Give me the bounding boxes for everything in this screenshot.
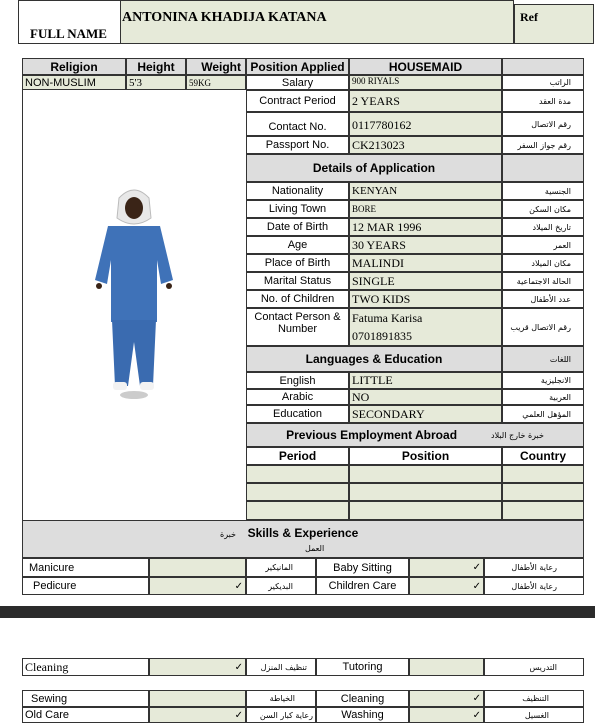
age-value: 30 YEARS [349,236,502,254]
previous-row-position [349,483,502,501]
children-arabic: عدد الأطفال [502,290,584,308]
salary-arabic: الراتب [502,75,584,90]
marital-status-value: SINGLE [349,272,502,290]
previous-employment-header [246,423,584,447]
previous-row-position [349,501,502,520]
skill-baby-sitting-arabic: رعاية الأطفال [484,558,584,577]
skills-arabic-left: خبرة [220,530,236,539]
position-extra [502,58,584,75]
contact-no-label: Contact No. [246,112,349,136]
place-of-birth-arabic: مكان الميلاد [502,254,584,272]
living-town-arabic: مكان السكن [502,200,584,218]
skill-pedicure-check[interactable]: ✓ [149,577,246,595]
full-name-value: ANTONINA KHADIJA KATANA [122,10,327,25]
contact-no-arabic: رقم الاتصال [502,112,584,136]
date-of-birth-label: Date of Birth [246,218,349,236]
education-label: Education [246,405,349,423]
contact-person-name: Fatuma Karisa [352,310,423,325]
ref-label: Ref [520,10,538,24]
skill-sewing-label: Sewing [22,690,149,707]
arabic-value: NO [349,389,502,405]
skill-cleaning-label: Cleaning [22,658,149,676]
passport-no-arabic: رقم جواز السفر [502,136,584,154]
skill-children-care-check[interactable]: ✓ [409,577,484,595]
skill-old-care-check[interactable]: ✓ [149,707,246,723]
skill-tutoring-arabic: التدريس [484,658,584,676]
skill-cleaning-right-arabic: التنظيف [484,690,584,707]
education-value: SECONDARY [349,405,502,423]
religion-header: Religion [22,58,126,75]
previous-row-country [502,465,584,483]
previous-employment-title: Previous Employment Abroad [286,428,458,442]
previous-row-period [246,501,349,520]
arabic-label: Arabic [246,389,349,405]
skill-manicure-arabic: المانيكير [246,558,316,577]
contact-person-number: 0701891835 [352,328,412,343]
education-arabic: المؤهل العلمي [502,405,584,423]
english-label: English [246,372,349,389]
skill-manicure-label: Manicure [22,558,149,577]
skill-cleaning-check[interactable]: ✓ [149,658,246,676]
weight-value: 59KG [186,75,246,90]
previous-employment-arabic: خبرة خارج البلاد [491,430,544,440]
place-of-birth-label: Place of Birth [246,254,349,272]
weight-header: Weight [186,58,246,75]
arabic-arabic: العربية [502,389,584,405]
photo-area [22,90,246,520]
skill-baby-sitting-label: Baby Sitting [316,558,409,577]
skill-pedicure-label: Pedicure [22,577,149,595]
salary-label: Salary [246,75,349,90]
applicant-photo [23,90,247,520]
place-of-birth-value: MALINDI [349,254,502,272]
age-arabic: العمر [502,236,584,254]
children-label: No. of Children [246,290,349,308]
skill-washing-check[interactable]: ✓ [409,707,484,723]
skill-cleaning-arabic: تنظيف المنزل [246,658,316,676]
skill-children-care-label: Children Care [316,577,409,595]
contact-person-arabic: رقم الاتصال قريب [502,308,584,346]
english-arabic: الانجليزية [502,372,584,389]
contact-person-label-text: Contact Person & Number [254,311,341,335]
skills-arabic-sub: العمل [305,544,325,553]
skills-title: Skills & Experience [247,526,359,540]
skill-old-care-arabic: رعاية كبار السن [246,707,316,723]
religion-value: NON-MUSLIM [22,75,126,90]
living-town-label: Living Town [246,200,349,218]
age-label: Age [246,236,349,254]
skill-baby-sitting-check[interactable]: ✓ [409,558,484,577]
skill-old-care-label: Old Care [22,707,149,723]
skill-pedicure-arabic: البديكير [246,577,316,595]
nationality-value: KENYAN [349,182,502,200]
contract-period-value: 2 YEARS [349,90,502,112]
height-value: 5'3 [126,75,186,90]
passport-no-value: CK213023 [349,136,502,154]
previous-row-position [349,465,502,483]
skill-washing-arabic: الغسيل [484,707,584,723]
contact-no-value: 0117780162 [349,112,502,136]
languages-title: Languages & Education [246,346,502,372]
details-title: Details of Application [246,154,502,182]
contract-period-arabic: مدة العقد [502,90,584,112]
previous-country-header: Country [502,447,584,465]
page-break-bar [0,606,595,618]
skill-children-care-arabic: رعاية الأطفال [484,577,584,595]
marital-status-arabic: الحالة الاجتماعية [502,272,584,290]
skill-cleaning-right-check[interactable]: ✓ [409,690,484,707]
previous-row-period [246,465,349,483]
full-name-label: FULL NAME [30,26,107,41]
skill-washing-label: Washing [316,707,409,723]
date-of-birth-arabic: تاريخ الميلاد [502,218,584,236]
marital-status-label: Marital Status [246,272,349,290]
english-value: LITTLE [349,372,502,389]
children-value: TWO KIDS [349,290,502,308]
previous-row-country [502,483,584,501]
passport-no-label: Passport No. [246,136,349,154]
position-applied-header: Position Applied [246,58,349,75]
date-of-birth-value: 12 MAR 1996 [349,218,502,236]
contact-person-value [349,308,502,346]
skill-cleaning-right-label: Cleaning [316,690,409,707]
previous-period-header: Period [246,447,349,465]
skill-sewing-arabic: الخياطة [246,690,316,707]
contact-person-label [246,308,349,346]
contract-period-label: Contract Period [246,90,349,112]
living-town-value: BORE [349,200,502,218]
languages-arabic: اللغات [502,346,584,372]
skill-manicure-check[interactable] [149,558,246,577]
nationality-label: Nationality [246,182,349,200]
skill-tutoring-label: Tutoring [316,658,409,676]
skill-tutoring-check[interactable] [409,658,484,676]
previous-row-country [502,501,584,520]
height-header: Height [126,58,186,75]
salary-value: 900 RIYALS [349,75,502,90]
details-title-extra [502,154,584,182]
nationality-arabic: الجنسية [502,182,584,200]
skill-sewing-check[interactable] [149,690,246,707]
position-value: HOUSEMAID [349,58,502,75]
previous-row-period [246,483,349,501]
previous-position-header: Position [349,447,502,465]
